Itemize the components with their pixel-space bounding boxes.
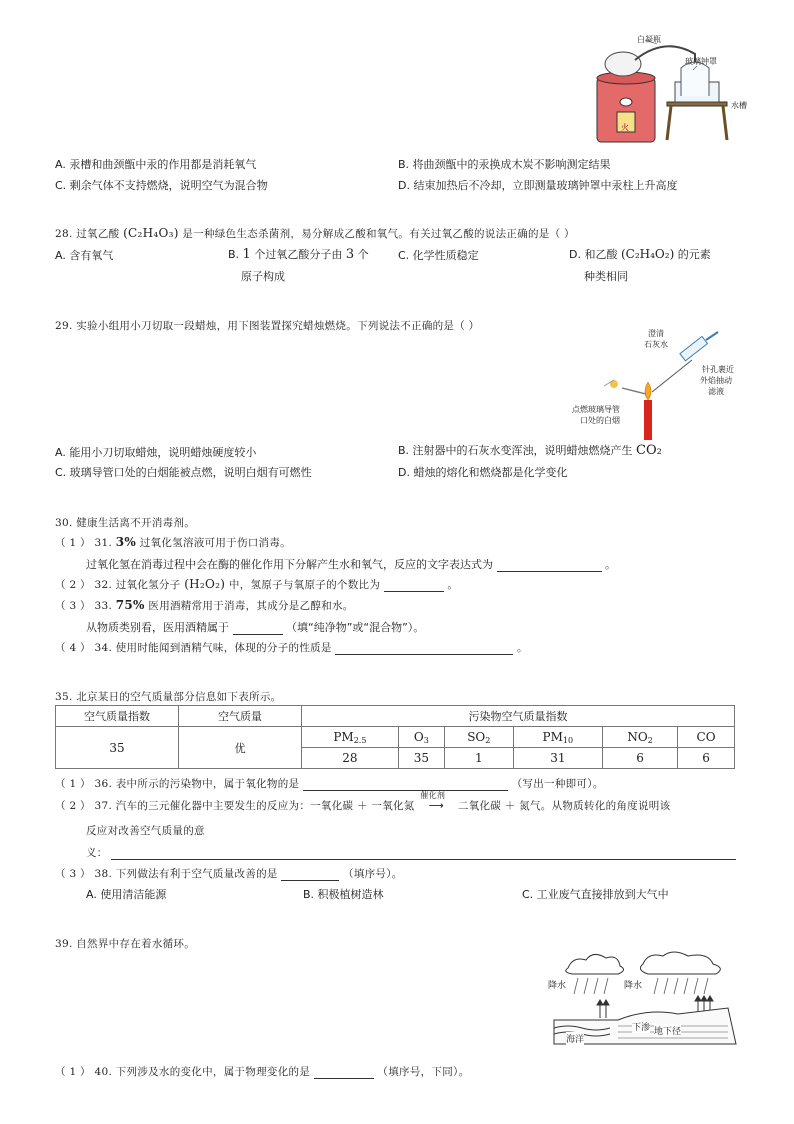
q35-answer-2-blank[interactable] — [111, 847, 736, 860]
label-ignite-1: 点燃玻璃导管 — [572, 405, 620, 414]
q30-part2-formula: (H₂O₂) — [184, 577, 226, 591]
q30-part4-text: 34. 使用时能闻到酒精气味，体现的分子的性质是 — [94, 642, 332, 654]
water-cycle-figure — [548, 948, 743, 1048]
pollutant-no2: $NO_2$ — [603, 727, 678, 748]
label-precipitation-2: 降水 — [624, 978, 642, 991]
pollutant-pm25: $PM_{2.5}$ — [302, 727, 399, 748]
q30-part1-percent: 3% — [115, 535, 137, 549]
q28-option-b-line2: 原子构成 — [241, 270, 285, 283]
q30-part4-period: 。 — [517, 642, 528, 654]
q35-part2-line3-label: 义： — [86, 847, 108, 859]
q30-part1-num: （ 1 ） — [55, 537, 91, 549]
q35-part1-text: 36. 表中所示的污染物中，属于氧化物的是 — [94, 778, 300, 790]
q39-answer-1-blank[interactable] — [314, 1066, 374, 1079]
label-water-trough: 水槽 — [731, 101, 747, 110]
q35-part2-pre: 37. 汽车的三元催化器中主要发生的反应为：一氧化碳 ＋ 一氧化氮 — [94, 800, 415, 812]
q27-option-a[interactable]: A. 汞槽和曲颈甑中汞的作用都是消耗氧气 — [55, 158, 257, 171]
q27-option-d[interactable]: D. 结束加热后不冷却，立即测量玻璃钟罩中汞柱上升高度 — [398, 179, 678, 192]
q30-answer-4-blank[interactable] — [335, 642, 513, 655]
q28-option-b-post: 个 — [357, 248, 369, 261]
q28-option-b-num1: 1 — [242, 247, 251, 262]
q30-answer-3-blank[interactable] — [233, 622, 283, 635]
q29-option-d[interactable]: D. 蜡烛的熔化和燃烧都是化学变化 — [398, 466, 568, 479]
q30-part3-percent: 75% — [115, 598, 145, 612]
q30-part3-qnum: 33. — [94, 600, 113, 612]
q30-part2-pre: 32. 过氧化氢分子 — [94, 579, 181, 591]
q30-answer-1-blank[interactable] — [497, 559, 602, 572]
q30-part1-line2 — [86, 556, 616, 572]
q35-part2-num: （ 2 ） — [55, 800, 91, 812]
header-aqi: 空气质量指数 — [56, 706, 179, 727]
q30-part1-line2-text: 过氧化氢在消毒过程中会在酶的催化作用下分解产生水和氧气，反应的文字表达式为 — [86, 558, 493, 571]
q29-option-b-formula: CO₂ — [636, 443, 662, 458]
label-groundwater: 地下径 — [654, 1024, 681, 1037]
q27-apparatus-figure — [585, 30, 745, 150]
catalyst-arrow — [418, 791, 454, 812]
q39-stem: 39. 自然界中存在着水循环。 — [55, 938, 196, 950]
label-needle-3: 滤液 — [708, 387, 724, 396]
q28-formula: (C₂H₄O₃) — [123, 226, 179, 240]
q28-option-b-mid: 个过氧乙酸分子由 — [254, 248, 343, 261]
q35-answer-1-blank[interactable] — [303, 778, 508, 791]
label-needle-2: 外焰抽动 — [700, 376, 732, 385]
label-precipitation-1: 降水 — [548, 978, 566, 991]
q35-part2 — [55, 791, 671, 813]
q30-part2 — [55, 577, 458, 592]
q30-part1 — [55, 535, 291, 550]
q35-option-c[interactable]: C. 工业废气直接排放到大气中 — [522, 888, 669, 901]
label-ocean: 海洋 — [566, 1032, 584, 1045]
q35-part2-line3 — [86, 845, 736, 860]
label-needle-1: 针孔裹近 — [702, 365, 734, 374]
q35-part3-text: 38. 下列做法有利于空气质量改善的是 — [94, 868, 278, 880]
q29-option-c[interactable]: C. 玻璃导管口处的白烟能被点燃，说明白烟有可燃性 — [55, 466, 312, 479]
q29-option-a[interactable]: A. 能用小刀切取蜡烛，说明蜡烛硬度较小 — [55, 446, 257, 459]
q35-answer-3-blank[interactable] — [281, 868, 339, 881]
q30-part4-num: （ 4 ） — [55, 642, 91, 654]
q39-part1 — [55, 1064, 469, 1079]
air-quality-table — [55, 705, 735, 769]
pollutant-so2: $SO_2$ — [445, 727, 514, 748]
q30-part3 — [55, 598, 354, 613]
reaction-arrow-icon: ⟶ — [428, 800, 444, 812]
pollutant-pm10: $PM_{10}$ — [513, 727, 603, 748]
q35-stem: 35. 北京某日的空气质量部分信息如下表所示。 — [55, 691, 282, 703]
label-bell-jar: 玻璃钟罩 — [685, 57, 717, 66]
q30-stem: 30. 健康生活离不开消毒剂。 — [55, 517, 196, 529]
q30-part3-num: （ 3 ） — [55, 600, 91, 612]
label-nozzle: 白凝瓶 — [637, 35, 661, 44]
label-fire: 火 — [621, 123, 629, 132]
q35-part2-post: 二氧化碳 ＋ 氮气。从物质转化的角度说明该 — [457, 800, 671, 812]
q35-part1-tail: （写出一种即可）。 — [511, 778, 604, 790]
q29-option-b[interactable] — [398, 442, 662, 458]
q28-stem-suffix: 是一种绿色生态杀菌剂，易分解成乙酸和氧气。有关过氧乙酸的说法正确的是（ ） — [182, 228, 575, 240]
q30-part2-num: （ 2 ） — [55, 579, 91, 591]
q28-option-b[interactable] — [228, 246, 369, 262]
label-ignite-2: 口处的白烟 — [580, 416, 620, 425]
value-pm25: 28 — [302, 748, 399, 769]
q28-stem — [55, 226, 575, 241]
q28-option-b-prefix: B. — [228, 248, 240, 261]
q29-stem: 29. 实验小组用小刀切取一段蜡烛，用下图装置探究蜡烛燃烧。下列说法不正确的是（ ） — [55, 320, 480, 332]
label-infiltration: 下渗 — [632, 1020, 650, 1033]
q28-option-b-num2: 3 — [345, 247, 355, 262]
q39-part1-text: 40. 下列涉及水的变化中，属于物理变化的是 — [94, 1066, 311, 1078]
q30-part2-post: 中，氢原子与氧原子的个数比为 — [228, 579, 381, 591]
q35-part3-tail: （填序号）。 — [343, 868, 403, 880]
q30-part3-line2 — [86, 619, 424, 635]
q28-option-d-prefix: D. 和乙酸 — [569, 248, 618, 261]
q27-option-b[interactable]: B. 将曲颈甑中的汞换成木炭不影响测定结果 — [398, 158, 611, 171]
catalyst-label: 催化剂 — [420, 791, 446, 800]
q30-part3-text: 医用酒精常用于消毒，其成分是乙醇和水。 — [148, 600, 354, 612]
q30-part4 — [55, 640, 528, 655]
pollutant-co: CO — [678, 727, 735, 748]
q35-part1-num: （ 1 ） — [55, 778, 91, 790]
header-quality: 空气质量 — [179, 706, 302, 727]
q30-part1-period: 。 — [605, 558, 616, 571]
q29-option-b-text: B. 注射器中的石灰水变浑浊，说明蜡烛燃烧产生 — [398, 444, 633, 457]
q35-option-a[interactable]: A. 使用清洁能源 — [86, 888, 167, 901]
q39-part1-num: （ 1 ） — [55, 1066, 91, 1078]
q30-part3-line2-post: （填“纯净物”或“混合物”）。 — [286, 621, 425, 634]
cell-aqi-value: 35 — [56, 727, 179, 769]
q28-option-d[interactable] — [569, 246, 711, 262]
value-pm10: 31 — [513, 748, 603, 769]
q28-option-d-line2: 种类相同 — [584, 270, 628, 283]
pollutant-o3: $O_3$ — [398, 727, 444, 748]
value-so2: 1 — [445, 748, 514, 769]
value-o3: 35 — [398, 748, 444, 769]
q35-part1 — [55, 776, 604, 791]
q30-part2-period: 。 — [447, 579, 459, 591]
q30-part1-text: 过氧化氢溶液可用于伤口消毒。 — [139, 537, 291, 549]
q28-option-a[interactable]: A. 含有氧气 — [55, 249, 114, 262]
q28-stem-prefix: 28. 过氧乙酸 — [55, 228, 120, 240]
label-limewater-1: 澄清 — [648, 329, 664, 338]
q28-option-d-post: 的元素 — [677, 248, 711, 261]
header-pollutant-index: 污染物空气质量指数 — [302, 706, 735, 727]
q30-part1-qnum: 31. — [94, 537, 113, 549]
q35-part2-line2: 反应对改善空气质量的意 — [86, 825, 205, 837]
q35-part3-num: （ 3 ） — [55, 868, 91, 880]
q30-answer-2-blank[interactable] — [384, 579, 444, 592]
q35-part3 — [55, 866, 403, 881]
q28-option-c[interactable]: C. 化学性质稳定 — [398, 249, 479, 262]
value-no2: 6 — [603, 748, 678, 769]
q30-part3-line2-pre: 从物质类别看，医用酒精属于 — [86, 621, 229, 634]
label-limewater-2: 石灰水 — [644, 340, 668, 349]
q35-option-b[interactable]: B. 积极植树造林 — [303, 888, 384, 901]
q28-option-d-formula: (C₂H₄O₂) — [620, 247, 675, 261]
value-co: 6 — [678, 748, 735, 769]
q39-part1-tail: （填序号，下同）。 — [377, 1066, 470, 1078]
cell-quality-value: 优 — [179, 727, 302, 769]
q27-option-c[interactable]: C. 剩余气体不支持燃烧，说明空气为混合物 — [55, 179, 268, 192]
q29-candle-figure — [570, 330, 750, 440]
